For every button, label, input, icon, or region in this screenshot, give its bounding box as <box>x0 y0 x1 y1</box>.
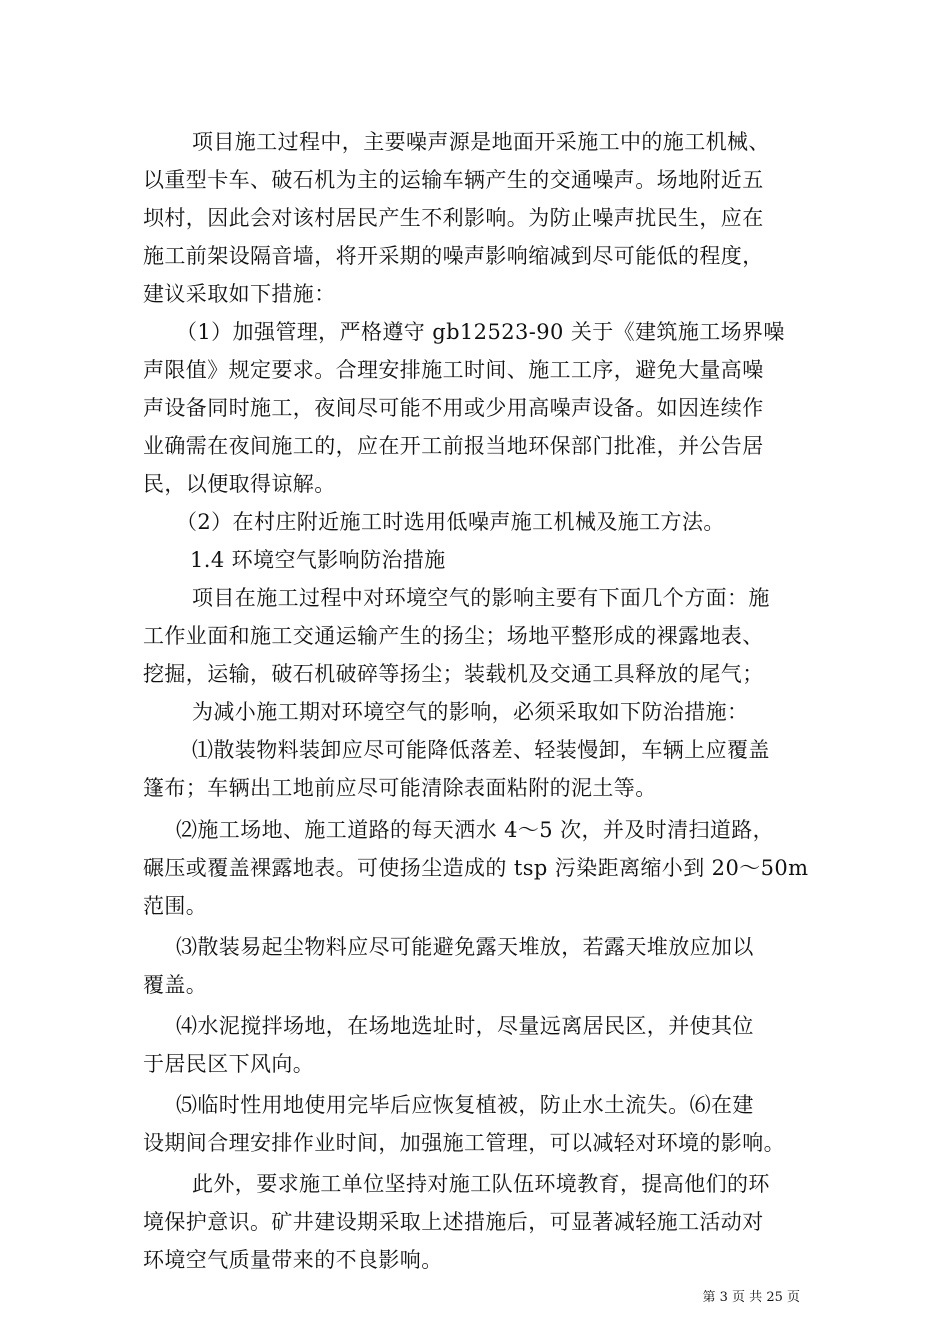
paragraph-line: 民，以便取得谅解。 <box>143 472 336 496</box>
paragraph-line: 业确需在夜间施工的，应在开工前报当地环保部门批准，并公告居 <box>143 434 764 458</box>
list-item-line: 篷布；车辆出工地前应尽可能清除表面粘附的泥土等。 <box>143 776 657 800</box>
paragraph-line: 环境空气质量带来的不良影响。 <box>143 1248 443 1272</box>
paragraph-line: 声设备同时施工，夜间尽可能不用或少用高噪声设备。如因连续作 <box>143 396 764 420</box>
list-item-line: 于居民区下风向。 <box>143 1052 315 1076</box>
paragraph-line: 为减小施工期对环境空气的影响，必须采取如下防治措施： <box>192 700 749 724</box>
paragraph-line: 工作业面和施工交通运输产生的扬尘；场地平整形成的裸露地表、 <box>143 624 764 648</box>
paragraph-line: 坝村，因此会对该村居民产生不利影响。为防止噪声扰民生，应在 <box>143 206 764 230</box>
list-item-line: 碾压或覆盖裸露地表。可使扬尘造成的 tsp 污染距离缩小到 20～50m <box>143 856 809 880</box>
paragraph-line: （1）加强管理，严格遵守 gb12523-90 关于《建筑施工场界噪 <box>176 320 785 344</box>
paragraph-line: 境保护意识。矿井建设期采取上述措施后，可显著减轻施工活动对 <box>143 1210 764 1234</box>
paragraph-line: 建议采取如下措施： <box>143 282 336 306</box>
page-number: 第 3 页 共 25 页 <box>702 1290 800 1305</box>
section-heading: 1.4 环境空气影响防治措施 <box>190 548 446 572</box>
list-item-line: 覆盖。 <box>143 973 208 997</box>
list-item-line: ⑷水泥搅拌场地，在场地选址时，尽量远离居民区，并使其位 <box>176 1014 754 1038</box>
paragraph-line: 挖掘，运输，破石机破碎等扬尘；装载机及交通工具释放的尾气； <box>143 662 764 686</box>
paragraph-line: 施工前架设隔音墙，将开采期的噪声影响缩减到尽可能低的程度， <box>143 244 764 268</box>
paragraph-line: 此外，要求施工单位坚持对施工队伍环境教育，提高他们的环 <box>192 1172 770 1196</box>
list-item-line: 设期间合理安排作业时间，加强施工管理，可以减轻对环境的影响。 <box>143 1131 785 1155</box>
list-item-line: 范围。 <box>143 894 208 918</box>
list-item-line: ⑴散装物料装卸应尽可能降低落差、轻装慢卸，车辆上应覆盖 <box>192 738 770 762</box>
paragraph-line: （2）在村庄附近施工时选用低噪声施工机械及施工方法。 <box>176 510 725 534</box>
list-item-line: ⑸临时性用地使用完毕后应恢复植被，防止水土流失。⑹在建 <box>176 1093 754 1117</box>
list-item-line: ⑵施工场地、施工道路的每天洒水 4～5 次，并及时清扫道路， <box>176 818 775 842</box>
paragraph-line: 声限值》规定要求。合理安排施工时间、施工工序，避免大量高噪 <box>143 358 764 382</box>
paragraph-line: 项目施工过程中，主要噪声源是地面开采施工中的施工机械、 <box>192 130 770 154</box>
paragraph-line: 以重型卡车、破石机为主的运输车辆产生的交通噪声。场地附近五 <box>143 168 764 192</box>
list-item-line: ⑶散装易起尘物料应尽可能避免露天堆放，若露天堆放应加以 <box>176 935 754 959</box>
paragraph-line: 项目在施工过程中对环境空气的影响主要有下面几个方面：施 <box>192 586 770 610</box>
